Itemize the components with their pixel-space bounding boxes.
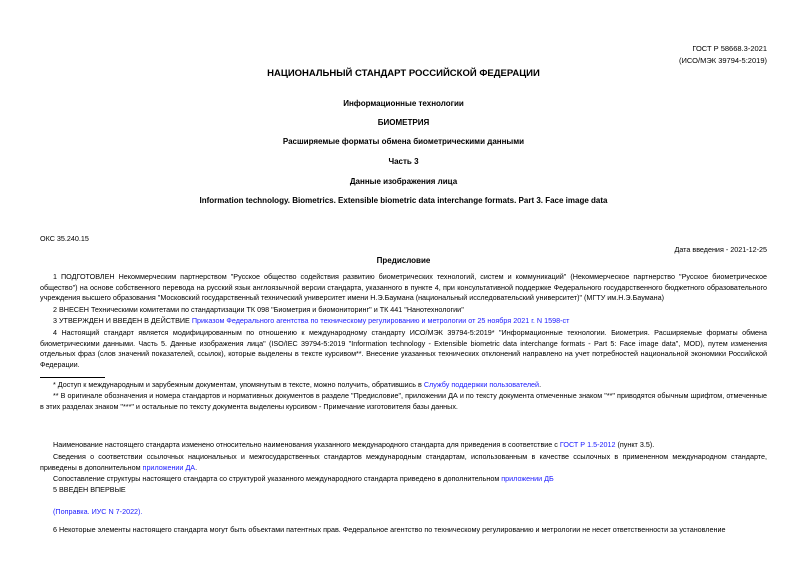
naming-end: (пункт 3.5).: [615, 440, 655, 449]
part-number: Часть 3: [388, 157, 419, 166]
amendment-text: . ИУС N 7-2022).: [87, 507, 143, 516]
foreword-paragraph-6: 6 Некоторые элементы настоящего стандарта могут быть объектами патентных прав. Федеральное агентство по техническому регулированию и метрологии не несет ответственности за установление: [53, 525, 726, 534]
naming-text: Наименование настоящего стандарта изменено относительно наименования указанного международного стандарта для приведения в соответствие с: [53, 440, 560, 449]
footnote-divider: [40, 377, 105, 378]
approval-text: 3 УТВЕРЖДЕН И ВВЕДЕН В ДЕЙСТВИЕ: [53, 316, 192, 325]
structure-text: Сопоставление структуры настоящего стандарта со структурой указанного международного стандарта приведено в дополнительном: [53, 474, 502, 483]
english-title: Information technology. Biometrics. Extensible biometric data interchange formats. Part 3. Face image data: [199, 196, 608, 205]
document-title: Расширяемые форматы обмена биометрическими данными: [282, 137, 525, 146]
gost-link[interactable]: ГОСТ Р 1.5-2012: [559, 440, 616, 449]
references-text: Сведения о соответствии ссылочных национальных и межгосударственных стандартов международным стандартам, использованным в качестве ссылочных в примененном международном стандарте, приведены в дополнительном: [40, 452, 767, 472]
part-title: Данные изображения лица: [349, 177, 458, 186]
topic-heading: БИОМЕТРИЯ: [377, 118, 430, 127]
foreword-paragraph-2: 2 ВНЕСЕН Техническими комитетами по стандартизации ТК 098 "Биометрия и биомониторинг" и ТК 441 "Нанотехнологии": [53, 305, 464, 314]
foreword-heading: Предисловие: [376, 256, 431, 265]
amendment-note: [40, 507, 767, 518]
appendix-db-link[interactable]: приложении ДБ: [501, 474, 554, 483]
order-link[interactable]: Приказом Федерального агентства по техническому регулированию и метрологии от 25 ноября 2021 г. N 1598-ст: [191, 316, 570, 325]
footnote-2: ** В оригинале обозначения и номера стандартов и нормативных документов в разделе "Предисловие", приложении ДА и по тексту документа отмеченные знаком "**" приводятся обычным шрифтом, отмеченные в этих разделах знаком "***" и остальные по тексту документа выделены курсивом - Примечание изготовителя базы данных.: [40, 391, 767, 411]
appendix-da-link[interactable]: приложении ДА: [142, 462, 196, 472]
amendment-link[interactable]: Поправка: [55, 507, 88, 516]
amendment-open: (: [53, 507, 56, 516]
references-end: .: [195, 462, 198, 472]
naming-paragraph: [40, 440, 767, 451]
foreword-paragraph-1: 1 ПОДГОТОВЛЕН Некоммерческим партнерством "Русское общество содействия развитию биометрических технологий, систем и коммуникаций" (Некоммерческое партнерство "Русское биометрическое общество") на основе собственного перевода на русский язык англоязычной версии стандарта, указанного в пункте 4, при консультативной поддержке Федерального государственного бюджетного образовательного учреждения высшего образования "Московский государственный технический университет имени Н.Э.Баумана (национальный исследовательский университет)" (МГТУ им.Н.Э.Баумана): [40, 272, 767, 302]
subject-heading: Информационные технологии: [343, 99, 464, 108]
oks-code: ОКС 35.240.15: [40, 234, 89, 243]
foreword-paragraph-4: 4 Настоящий стандарт является модифицированным по отношению к международному стандарту ИСО/МЭК 39794-5:2019* "Информационные технологии. Биометрия. Расширяемые форматы обмена биометрическими данными. Часть 5. Данные изображения лица" (ISO/IEC 39794-5:2019 "Information technology - Extensible biometric data interchange formats - Part 5: Face image data", MOD), путем изменения отдельных фраз (слов значений показателей, ссылок), которые выделены в тексте курсивом**. Внесение указанных технических отклонений направлено на учет потребностей национальной экономики Российской Федерации.: [40, 328, 767, 369]
structure-paragraph: [40, 474, 767, 485]
references-paragraph: [40, 452, 767, 473]
standard-number: ГОСТ Р 58668.3-2021: [692, 44, 767, 53]
intro-date: Дата введения - 2021-12-25: [674, 245, 767, 254]
standard-equivalent: (ИСО/МЭК 39794-5:2019): [679, 56, 767, 65]
foreword-paragraph-3: [40, 316, 767, 327]
footnote-1: [40, 380, 767, 391]
footnote-1-text: * Доступ к международным и зарубежным документам, упомянутым в тексте, можно получить, обратившись в: [53, 380, 424, 389]
footnote-1-end: .: [539, 380, 542, 389]
user-support-link[interactable]: Службу поддержки пользователей: [423, 380, 540, 389]
national-standard-heading: НАЦИОНАЛЬНЫЙ СТАНДАРТ РОССИЙСКОЙ ФЕДЕРАЦИИ: [267, 68, 540, 79]
foreword-paragraph-5: 5 ВВЕДЕН ВПЕРВЫЕ: [53, 485, 126, 494]
